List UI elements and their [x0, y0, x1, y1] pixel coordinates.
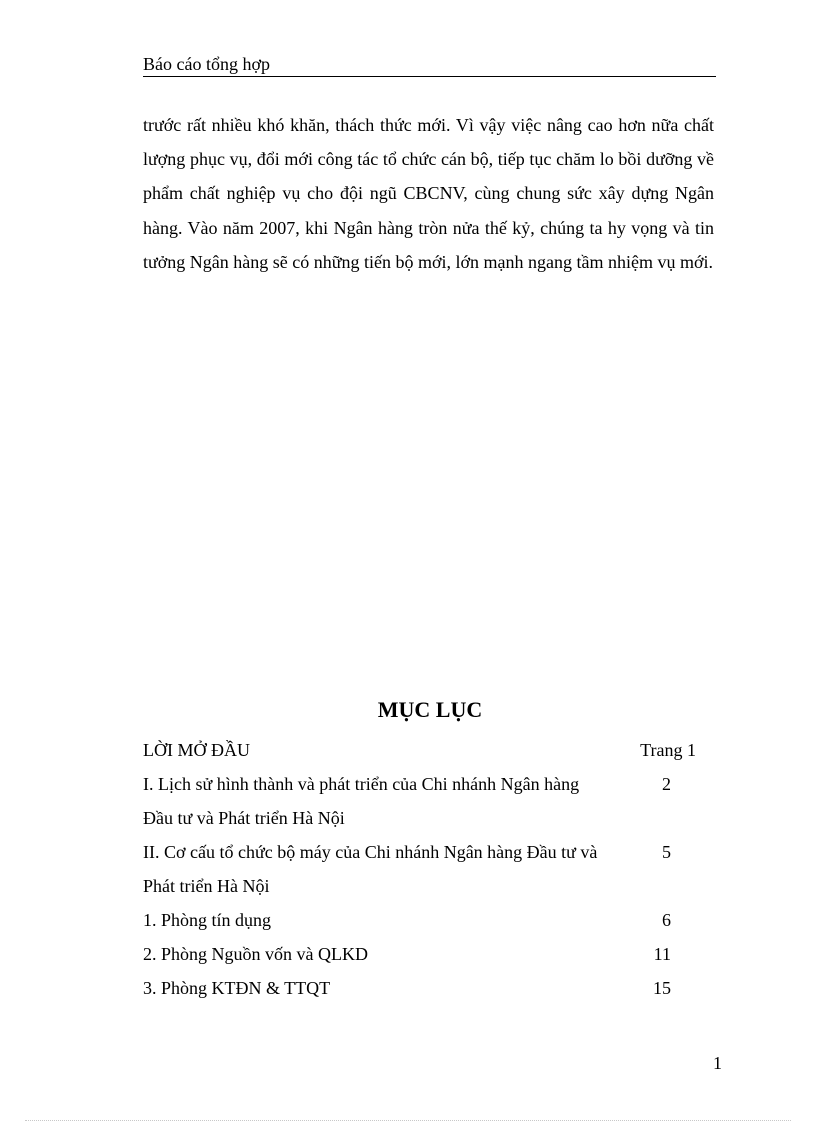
- toc-entry-page: 11: [653, 944, 671, 964]
- toc-entry-text: I. Lịch sử hình thành và phát triển của Chi nhánh Ngân hàng Đầu tư và Phát triển Hà Nội: [143, 774, 580, 828]
- toc-entry-history: [143, 767, 703, 835]
- toc-entry-text: 3. Phòng KTĐN & TTQT: [143, 978, 331, 998]
- toc-entry-capital-dept: [143, 937, 703, 971]
- body-paragraph: trước rất nhiều khó khăn, thách thức mới. Vì vậy việc nâng cao hơn nữa chất lượng phục vụ, đổi mới công tác tổ chức cán bộ, tiếp tục chăm lo bồi dưỡng về phẩm chất nghiệp vụ cho đội ngũ CBCNV, cùng chung sức xây dựng Ngân hàng. Vào năm 2007, khi Ngân hàng tròn nửa thế kỷ, chúng ta hy vọng và tin tưởng Ngân hàng sẽ có những tiến bộ mới, lớn mạnh ngang tầm nhiệm vụ mới.: [143, 115, 714, 272]
- page-header: [143, 52, 716, 77]
- toc-entry-text: 1. Phòng tín dụng: [143, 910, 272, 930]
- toc-entry-page: 6: [662, 910, 671, 930]
- table-of-contents: [143, 733, 703, 1005]
- toc-entry-intro: [143, 733, 703, 767]
- toc-entry-page: 2: [662, 774, 671, 794]
- toc-entry-credit-dept: [143, 903, 703, 937]
- toc-entry-text: 2. Phòng Nguồn vốn và QLKD: [143, 944, 368, 964]
- toc-entry-accounting-dept: [143, 971, 703, 1005]
- toc-entry-text: LỜI MỞ ĐẦU: [143, 740, 250, 760]
- toc-title: MỤC LỤC: [377, 697, 483, 722]
- toc-entry-page: 15: [653, 978, 671, 998]
- page-bottom-divider: [25, 1120, 791, 1121]
- toc-entry-text: II. Cơ cấu tổ chức bộ máy của Chi nhánh Ngân hàng Đầu tư và Phát triển Hà Nội: [143, 842, 598, 896]
- page-number: 1: [713, 1053, 722, 1073]
- toc-entry-structure: [143, 835, 703, 903]
- header-title: Báo cáo tổng hợp: [143, 54, 270, 74]
- toc-entry-page: Trang 1: [640, 740, 696, 760]
- toc-entry-page: 5: [662, 842, 671, 862]
